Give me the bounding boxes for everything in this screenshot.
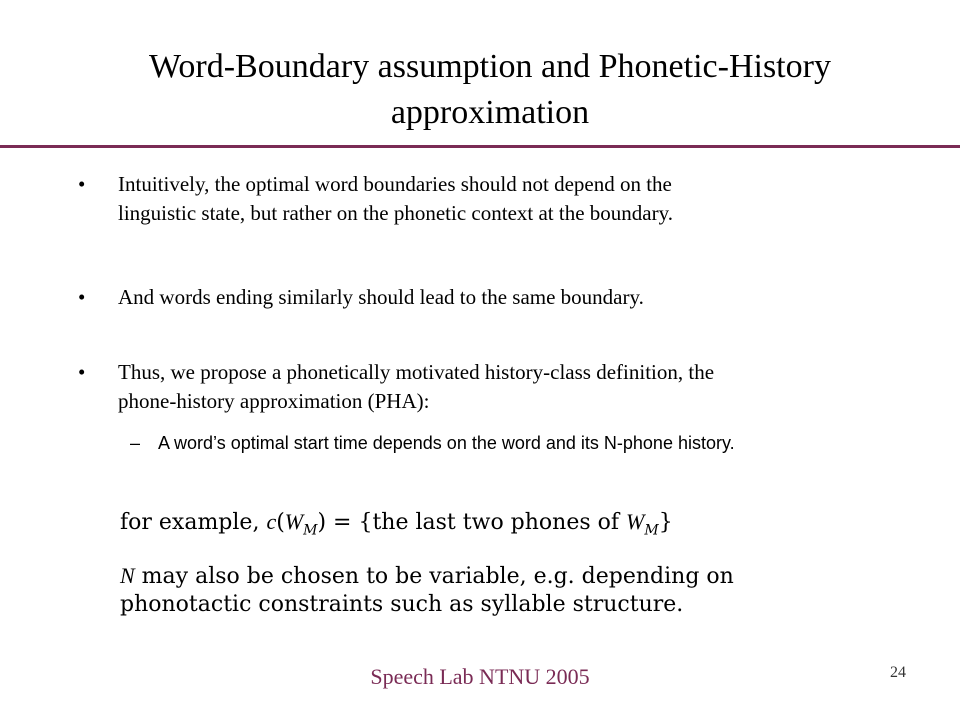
bullet-marker: • bbox=[78, 172, 86, 196]
formula-variable: W bbox=[626, 509, 645, 534]
formula-subscript: M bbox=[303, 522, 318, 539]
bullet-marker: • bbox=[78, 360, 86, 384]
sub-bullet-marker: – bbox=[130, 433, 141, 453]
title-divider bbox=[0, 145, 960, 148]
formula-variable: W bbox=[284, 509, 304, 534]
bullet-text: Intuitively, the optimal word boundaries should not depend on the bbox=[118, 172, 672, 196]
note-variable: N bbox=[120, 563, 135, 588]
sub-bullet-text: A word’s optimal start time depends on the word and its N-phone history. bbox=[158, 433, 735, 453]
bullet-text: linguistic state, but rather on the phonetic context at the boundary. bbox=[118, 201, 673, 225]
bullet-text: Thus, we propose a phonetically motivated history-class definition, the bbox=[118, 360, 715, 384]
formula-subscript: M bbox=[644, 522, 659, 539]
title-line-2: approximation bbox=[390, 94, 590, 131]
bullet-marker: • bbox=[78, 285, 86, 309]
formula-function: c bbox=[266, 509, 277, 534]
footer-text: Speech Lab NTNU 2005 bbox=[370, 664, 590, 689]
formula-example: for example, $c(W_M) = \{the$ last two phones of $W_M$} bbox=[120, 509, 673, 539]
variable-note: N may also be chosen to be variable, e.g. depending on phonotactic constraints such as syllable structure. bbox=[120, 563, 734, 617]
slide-title bbox=[60, 44, 920, 136]
title-line-1: Word-Boundary assumption and Phonetic-History bbox=[149, 48, 831, 85]
bullet-text: And words ending similarly should lead to the same boundary. bbox=[118, 285, 644, 309]
page-number: 24 bbox=[890, 664, 906, 681]
bullet-text: phone-history approximation (PHA): bbox=[118, 389, 430, 413]
